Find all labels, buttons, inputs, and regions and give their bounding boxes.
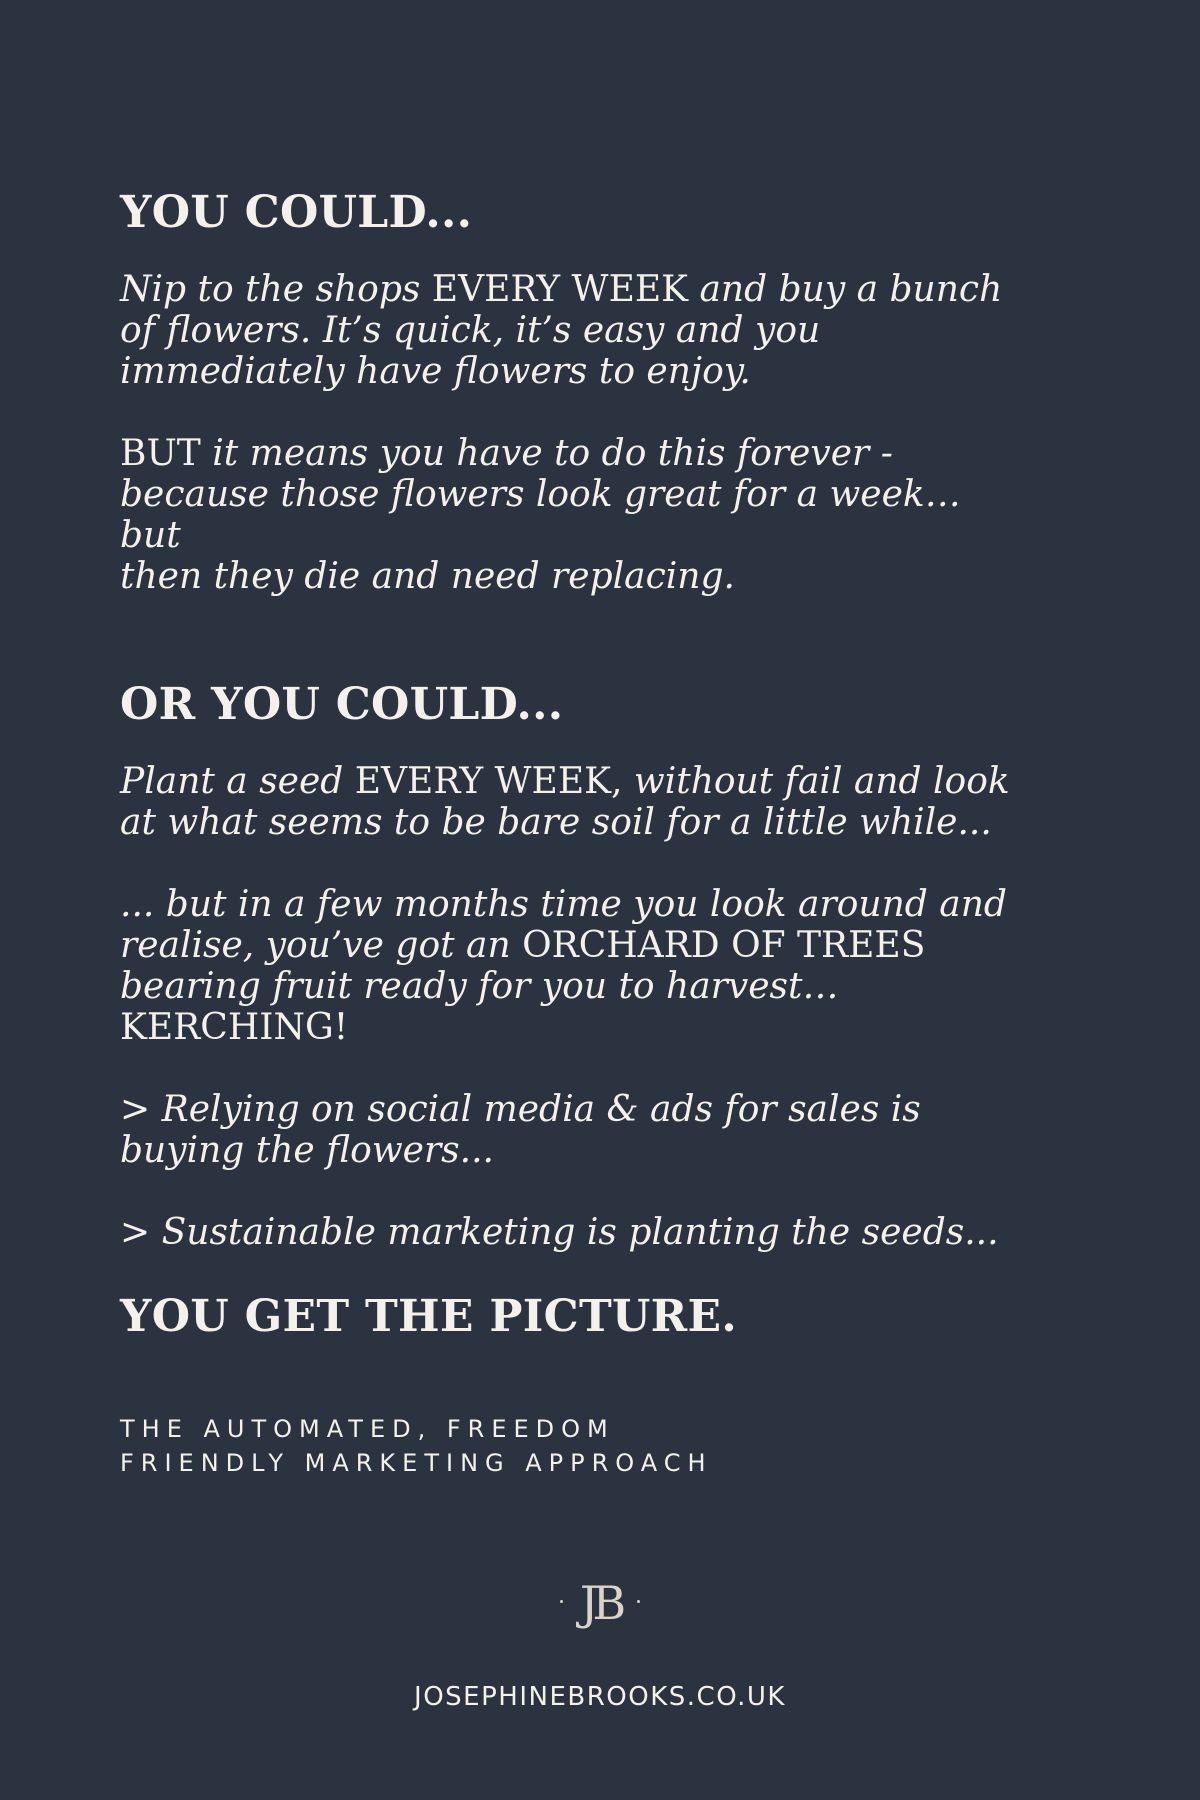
jb-monogram-logo xyxy=(560,1568,640,1638)
heading-or-you-could: OR YOU COULD... xyxy=(120,679,564,730)
logo-dot-left xyxy=(560,1600,563,1603)
text-segment: because those flowers look great for a week… but xyxy=(120,474,961,556)
tagline xyxy=(120,1412,1020,1480)
heading-you-could: YOU COULD... xyxy=(120,187,473,238)
text-segment: then they die and need replacing. xyxy=(120,556,735,597)
text-segment: realise, you’ve got an xyxy=(120,925,523,966)
paragraph-buy-flowers xyxy=(120,269,1020,392)
text-segment: immediately have flowers to enjoy. xyxy=(120,351,751,392)
text-segment-caps: KERCHING! xyxy=(120,1007,349,1048)
text-segment-caps: ORCHARD OF TREES xyxy=(522,925,926,966)
paragraph-social-media xyxy=(120,1089,1020,1171)
text-segment-caps: BUT xyxy=(120,433,201,474)
paragraph-orchard xyxy=(120,884,1020,1048)
paragraph-but-forever xyxy=(120,433,1020,597)
tagline-line-2: FRIENDLY MARKETING APPROACH xyxy=(120,1449,713,1477)
text-segment: Nip to the shops xyxy=(120,269,432,310)
text-segment: bearing fruit ready for you to harvest… xyxy=(120,966,839,1007)
text-segment: at what seems to be bare soil for a little while... xyxy=(120,802,992,843)
text-segment: > Sustainable marketing is planting the seeds... xyxy=(120,1212,999,1253)
text-segment: buying the flowers... xyxy=(120,1130,494,1171)
logo-monogram-text: JB xyxy=(579,1576,621,1630)
text-segment: of flowers. It’s quick, it’s easy and you xyxy=(120,310,821,351)
paragraph-sustainable xyxy=(120,1212,1020,1253)
text-segment: Plant a seed xyxy=(120,761,355,802)
text-segment-caps: EVERY WEEK xyxy=(431,269,689,310)
logo-dot-right xyxy=(637,1600,640,1603)
tagline-line-1: THE AUTOMATED, FREEDOM xyxy=(120,1415,615,1443)
text-segment: > Relying on social media & ads for sales is xyxy=(120,1089,921,1130)
text-segment: ... but in a few months time you look around and xyxy=(120,884,1007,925)
paragraph-plant-seed xyxy=(120,761,1020,843)
heading-you-get-the-picture: YOU GET THE PICTURE. xyxy=(120,1291,737,1342)
text-segment-caps: EVERY WEEK, xyxy=(354,761,623,802)
website-url: JOSEPHINEBROOKS.CO.UK xyxy=(414,1682,786,1712)
main-content xyxy=(120,185,1020,1345)
text-segment: without fail and look xyxy=(622,761,1010,802)
text-segment: it means you have to do this forever - xyxy=(200,433,893,474)
text-segment: and buy a bunch xyxy=(688,269,1003,310)
